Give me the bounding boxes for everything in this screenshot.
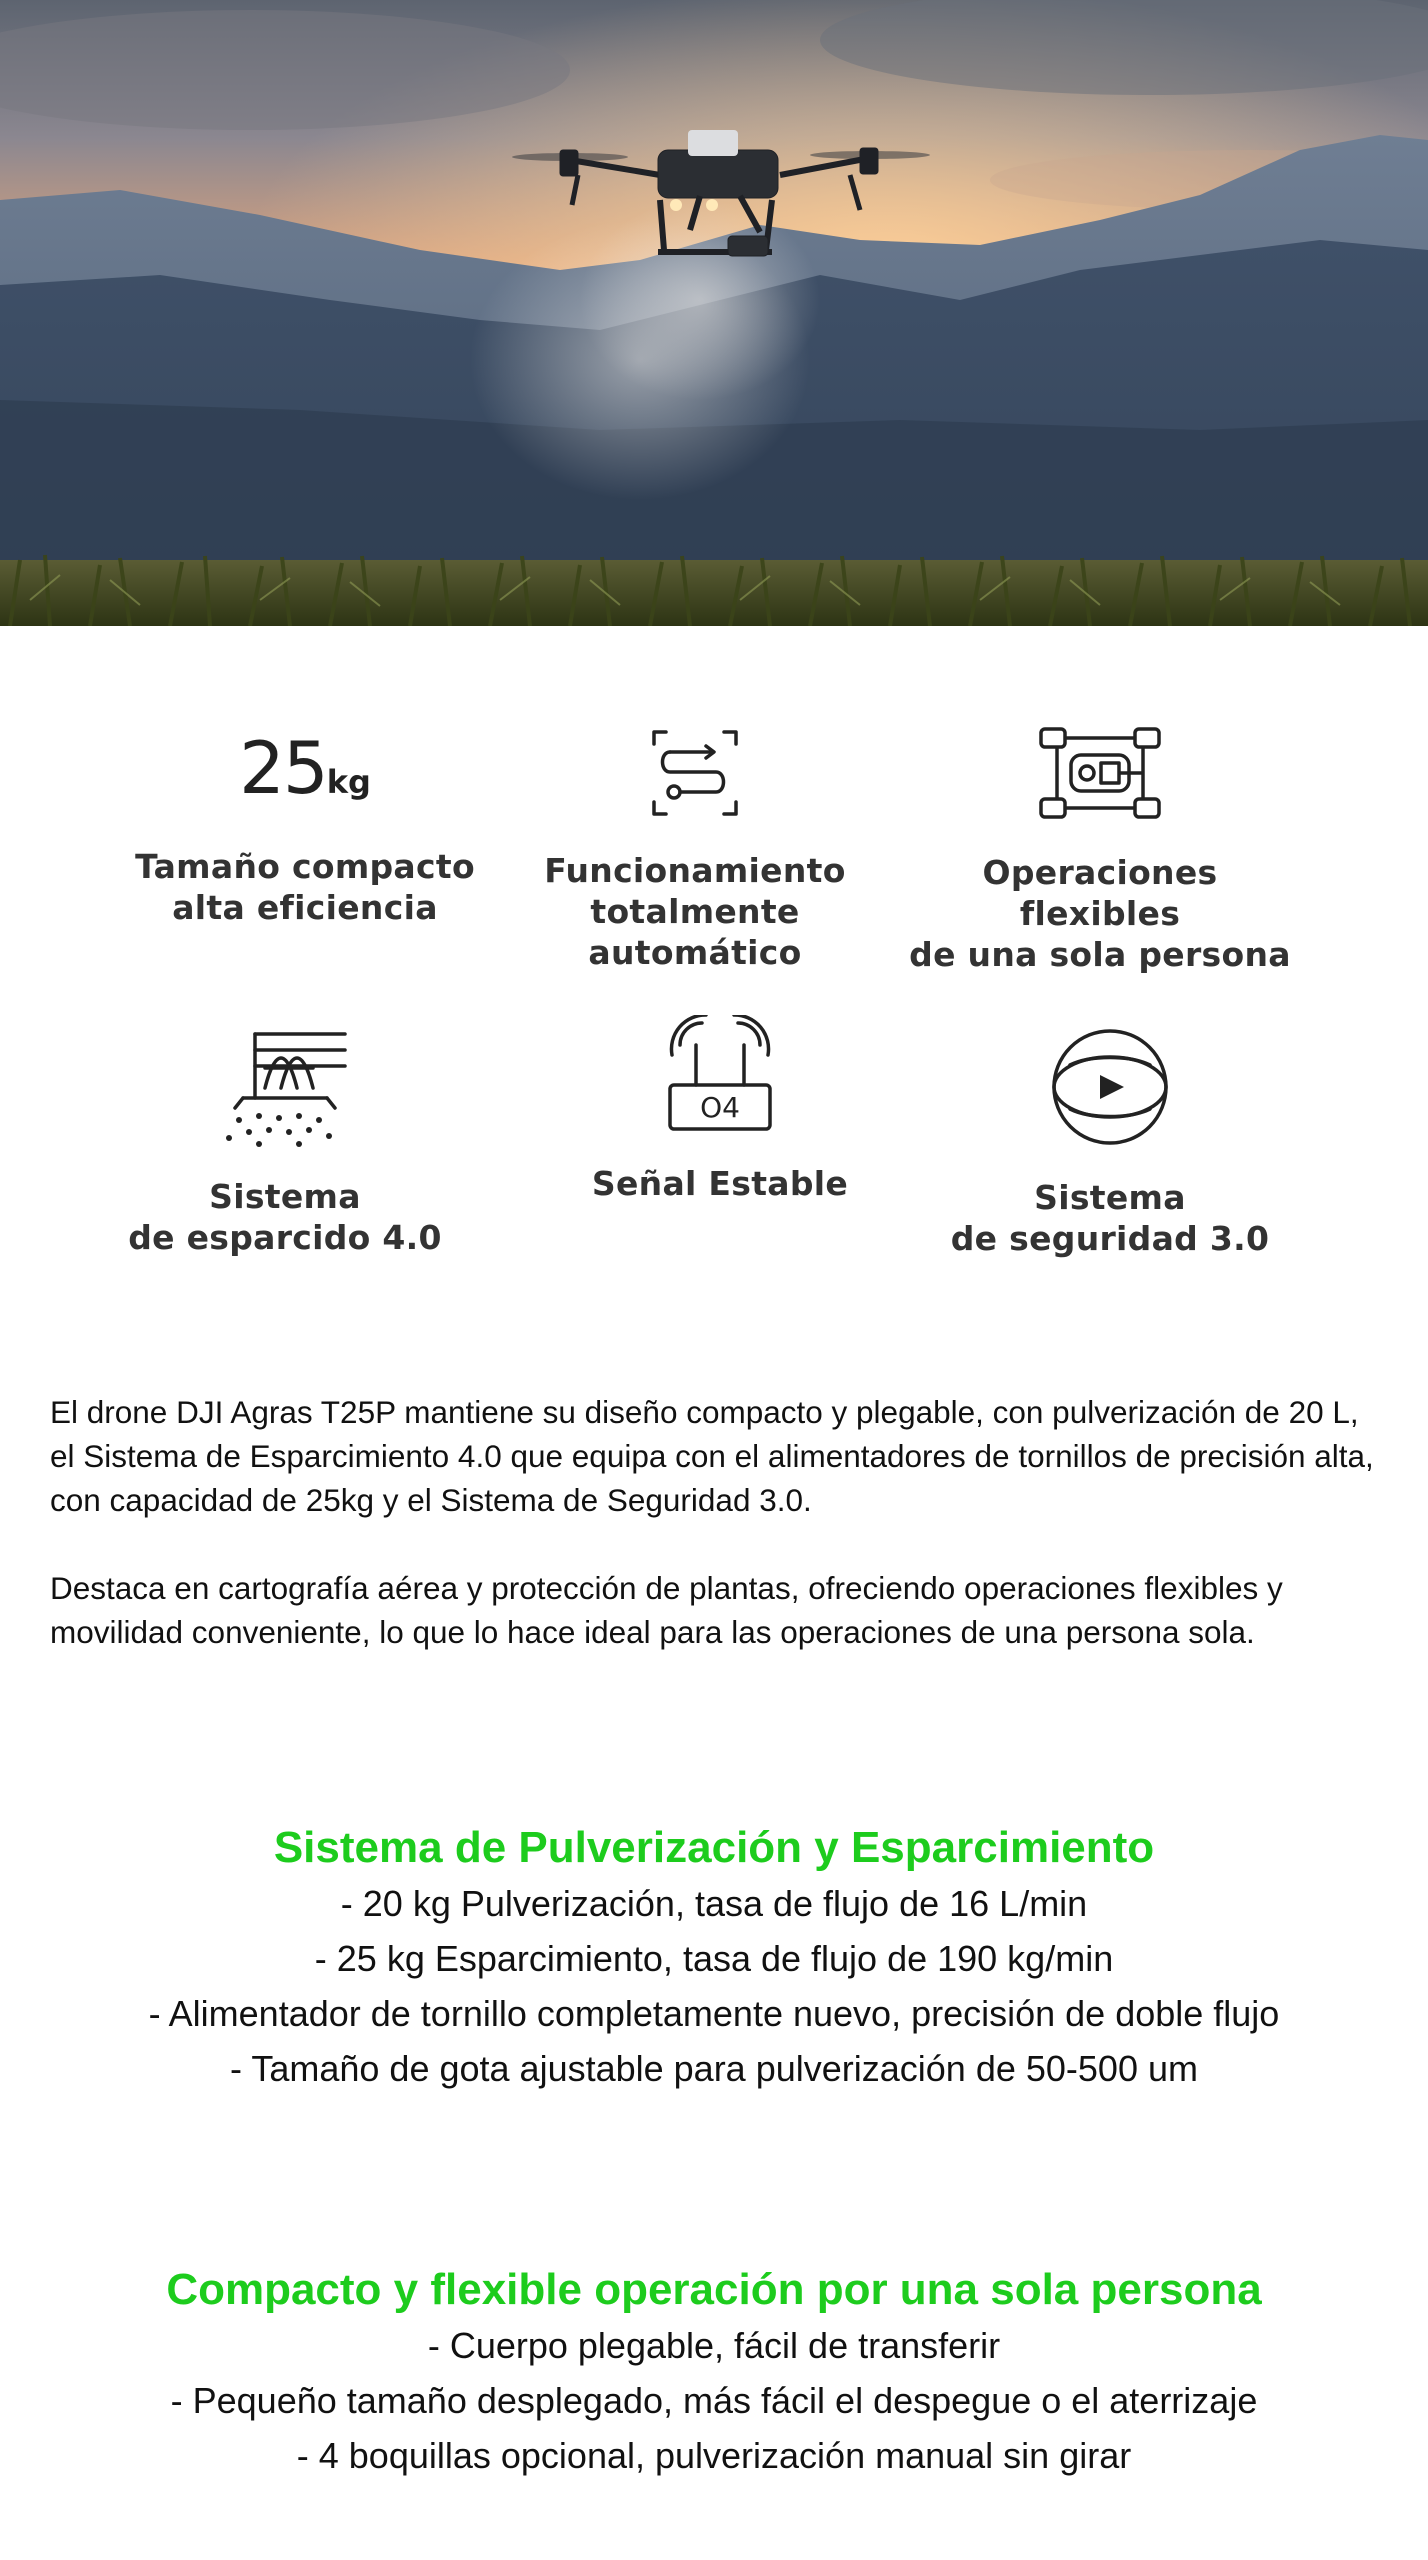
feature-label-line1: Funcionamiento — [544, 851, 846, 890]
o4-badge-text: O4 — [700, 1091, 740, 1124]
feature-compact-label — [105, 846, 505, 928]
feature-automatic — [495, 720, 895, 972]
section-title: Sistema de Pulverización y Esparcimiento — [273, 1823, 1155, 1872]
section-title: Compacto y flexible operación por una sola persona — [166, 2265, 1262, 2314]
spraying-section — [0, 1820, 1428, 2096]
feature-automatic-label — [495, 850, 895, 973]
drone-sunset-scene — [0, 0, 1428, 626]
spreading-system-icon — [215, 1028, 355, 1153]
weight-value: 25 — [239, 726, 327, 810]
feature-spreading-label — [85, 1176, 485, 1258]
weight-25kg-icon — [239, 726, 371, 810]
hero-image — [0, 0, 1428, 626]
feature-label-line2: de esparcido 4.0 — [128, 1218, 442, 1257]
feature-label-line2: alta eficiencia — [172, 888, 438, 927]
feature-safety — [910, 1025, 1310, 1265]
feature-spreading — [85, 1020, 485, 1260]
spec-item: - 25 kg Esparcimiento, tasa de flujo de 190 kg/min — [314, 1938, 1114, 1979]
spec-item: - Tamaño de gota ajustable para pulverización de 50-500 um — [230, 2048, 1198, 2089]
feature-safety-label — [910, 1177, 1310, 1259]
feature-flexible — [900, 720, 1300, 974]
feature-label-line1: Sistema — [209, 1177, 361, 1216]
feature-label-line1: Tamaño compacto — [135, 847, 475, 886]
spec-item: - 4 boquillas opcional, pulverización manual sin girar — [296, 2435, 1132, 2476]
feature-label-line1: Señal Estable — [591, 1164, 849, 1203]
feature-label-line2: de una sola persona — [909, 935, 1291, 974]
feature-signal — [520, 1015, 920, 1215]
route-path-icon — [650, 728, 740, 823]
feature-label-line2: totalmente automático — [588, 892, 802, 972]
spec-item: - Cuerpo plegable, fácil de transferir — [427, 2325, 1001, 2366]
weight-unit: kg — [326, 763, 371, 801]
feature-label-line1: Operaciones flexibles — [982, 853, 1218, 933]
folded-drone-icon — [1037, 725, 1163, 826]
spec-item: - 20 kg Pulverización, tasa de flujo de 16 L/min — [340, 1883, 1088, 1924]
feature-label-line2: de seguridad 3.0 — [950, 1219, 1270, 1258]
o4-signal-router-icon — [662, 1015, 778, 1136]
feature-flexible-label — [900, 852, 1300, 975]
spec-item: - Alimentador de tornillo completamente nuevo, precisión de doble flujo — [148, 1993, 1280, 2034]
description-paragraph-1: El drone DJI Agras T25P mantiene su diseño compacto y plegable, con pulverización de 20 L, el Sistema de Esparcimiento 4.0 que equipa con el alimentadores de tornillos de precisión alta, con capacidad de 25kg y el Sistema de Seguridad 3.0. — [50, 1394, 1374, 1518]
feature-compact — [105, 720, 505, 940]
description-paragraph-2: Destaca en cartografía aérea y protección de plantas, ofreciendo operaciones flexibles y movilidad conveniente, lo que lo hace ideal para las operaciones de una persona sola. — [50, 1570, 1283, 1650]
compact-section — [0, 2262, 1428, 2483]
spec-item: - Pequeño tamaño desplegado, más fácil el despegue o el aterrizaje — [170, 2380, 1258, 2421]
feature-signal-label — [520, 1163, 920, 1204]
feature-label-line1: Sistema — [1034, 1178, 1186, 1217]
safety-radar-icon — [1050, 1027, 1170, 1152]
